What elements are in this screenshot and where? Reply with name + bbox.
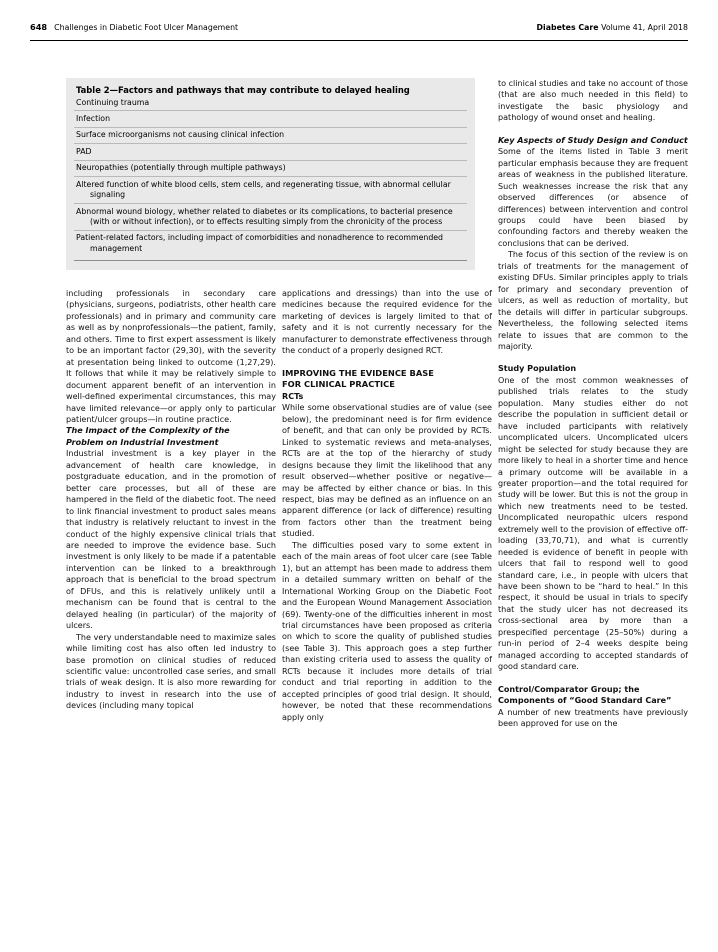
text-column-right [498, 78, 688, 729]
subsection-heading-line2: Components of “Good Standard Care” [498, 696, 672, 706]
section-gap [498, 352, 688, 363]
table-cell-text: Surface microorganisms not causing clinical infection [76, 130, 285, 140]
table-row [74, 203, 467, 230]
section-heading: IMPROVING THE EVIDENCE BASE [282, 367, 434, 378]
text-column-middle [282, 288, 492, 723]
journal-issue: Volume 41, April 2018 [601, 23, 688, 32]
table-cell-continuation: management [90, 243, 143, 253]
paragraph: including professionals in secondary care (physicians, surgeons, podiatrists, other health care professionals) and in primary and community care as well as by nonprofessionals—the patient, family, and others. Time to first expert assessment is likely to be an important factor (29,30), with the severity at presentation being linked to outcome (1,27,29). It follows that while it may be relatively simple to document apparent benefit of an intervention in well-defined experimental circumstances, this may have limited relevance—or apply only to particular patient/ulcer groups—in routine practice. [66, 289, 276, 424]
subheading: The Impact of the Complexity of the [66, 426, 230, 436]
table-cell-continuation: (with or without infection), or to effects resulting simply from the chronicity of the process [90, 216, 443, 226]
section-gap [282, 357, 492, 368]
article-title: Challenges in Diabetic Foot Ulcer Management [54, 23, 239, 32]
section-gap [498, 124, 688, 135]
paragraph: The difficulties posed vary to some extent in each of the main areas of foot ulcer care (see Table 1), but an attempt has been made to address them in a detailed summary written on behalf of the International Working Group on the Diabetic Foot and the European Wound Management Association (69). Twenty-one of the difficulties inherent in most trial circumstances have been proposed as criteria on which to score the quality of published studies (see Table 3). This approach goes a step further than existing criteria used to assess the quality of RCTs because it includes more details of trial conduct and trial reporting in addition to the accepted principles of good trial design. It should, however, be noted that these recommendations apply only [282, 540, 492, 722]
section-gap [498, 673, 688, 684]
table-cell-text: Continuing trauma [76, 97, 150, 107]
journal-name: Diabetes Care [536, 23, 599, 32]
table-row [74, 230, 467, 257]
paragraph: The focus of this section of the review is on trials of treatments for the management of existing DFUs. Similar principles apply to trials for primary and secondary prevention of ulcers, as well as reduction of mortality, but the details will differ in particular subgroups. Nevertheless, the following selected items relate to issues that are common to the majority. [498, 250, 688, 351]
subsection-heading: RCTs [282, 391, 304, 401]
paragraph: One of the most common weaknesses of published trials relates to the study population. Many studies either do not describe the population in sufficient detail or have included participants with relatively uncomplicated ulcers. Uncomplicated ulcers might be selected for study because they are more likely to heal in a shorter time and hence a primary outcome will be available in a greater proportion—and the total required for study will be lower. But this is not the group in which new treatments need to be tested. Uncomplicated neuropathic ulcers respond extremely well to the provision of effective off-loading (33,70,71), and what is currently needed is evidence of benefit in people with ulcers that fail to respond well to good standard care, i.e., in people with ulcers that have been shown to be “hard to heal.” In this respect, it should be usual in trials to specify that the study ulcer has not decreased its cross-sectional area by more than a prespecified percentage (25–50%) during a run-in period of 2–4 weeks despite being managed according to accepted standards of good standard care. [498, 375, 688, 672]
table-row [74, 98, 467, 111]
table-cell-text: PAD [76, 146, 92, 156]
paragraph: The very understandable need to maximize sales while limiting cost has also often led industry to base promotion on clinical studies of reduced scientific value: uncontrolled case series, and small trials of weak design. It is also more rewarding for industry to invest in research into the use of devices (including many topical [66, 632, 276, 711]
section-heading-line2: FOR CLINICAL PRACTICE [282, 379, 395, 390]
table-cell-text: Infection [76, 113, 111, 123]
subheading-line2: Problem on Industrial Investment [66, 437, 219, 447]
running-head-left [30, 22, 238, 32]
running-head-right [537, 23, 688, 32]
table-cell-text: Abnormal wound biology, whether related to diabetes or its complications, to bacterial presence [76, 206, 453, 216]
paragraph: applications and dressings) than into the use of medicines because the required evidence for the marketing of devices is largely limited to that of safety and it is not currently necessary for the manufacturer to demonstrate effectiveness through the conduct of a properly designed RCT. [282, 289, 492, 356]
table-cell-continuation: signaling [90, 190, 126, 200]
text-column-left [66, 288, 276, 712]
table-2-inner [66, 78, 475, 270]
paragraph: A number of new treatments have previously been approved for use on the [498, 707, 688, 729]
table-cell-text: Neuropathies (potentially through multiple pathways) [76, 163, 286, 173]
table-row [74, 110, 467, 126]
running-head [30, 22, 688, 36]
table-row [74, 127, 467, 143]
page-number: 648 [30, 22, 48, 32]
subsection-heading: Study Population [498, 364, 577, 374]
table-cell-text: Altered function of white blood cells, stem cells, and regenerating tissue, with abnormal cellular [76, 179, 451, 189]
table-2 [66, 78, 475, 270]
header-rule [30, 40, 688, 41]
paragraph: While some observational studies are of value (see below), the predominant need is for firm evidence of benefit, and that can only be provided by RCTs. Linked to systematic reviews and meta-analyses, RCTs are at the top of the hierarchy of study designs because they limit the likelihood that any result observed—whether positive or negative—may be affected by either chance or bias. In this respect, bias may be defined as an influence on an apparent difference (or lack of difference) resulting from factors other than the treatment being studied. [282, 403, 492, 539]
table-row [74, 160, 467, 176]
table-2-title: Table 2—Factors and pathways that may contribute to delayed healing [76, 85, 410, 95]
subsection-heading: Control/Comparator Group; the [498, 684, 640, 694]
table-row [74, 143, 467, 159]
paragraph: to clinical studies and take no account of those (that are also much needed in this field) to investigate the basic physiology and pathology of wound onset and healing. [498, 79, 689, 123]
paragraph: Industrial investment is a key player in the advancement of health care knowledge, in postgraduate education, and in the promotion of better care processes, but all of these are hampered in the field of the diabetic foot. The need to link financial investment to product sales means that industry is relatively reluctant to invest in the conduct of the highly expensive clinical trials that are needed to improve the evidence base. Such investment is only likely to be made if a patentable intervention can be linked to a breakthrough approach that is beneficial to the broad spectrum of DFUs, and this is relatively unlikely until a mechanism can be found that is central to the delayed healing (in particular) of the majority of ulcers. [66, 449, 276, 631]
subheading: Key Aspects of Study Design and Conduct [498, 135, 688, 145]
table-footer-rule [74, 260, 467, 262]
table-row [74, 176, 467, 203]
paragraph: Some of the items listed in Table 3 merit particular emphasis because they are frequent areas of weakness in the published literature. Such weaknesses increase the risk that any observed differences (or absence of differences) between intervention and control groups could have been biased by confounding factors and thereby weaken the conclusions that can be derived. [498, 147, 688, 248]
table-cell-text: Patient-related factors, including impact of comorbidities and nonadherence to recommended [76, 233, 444, 243]
